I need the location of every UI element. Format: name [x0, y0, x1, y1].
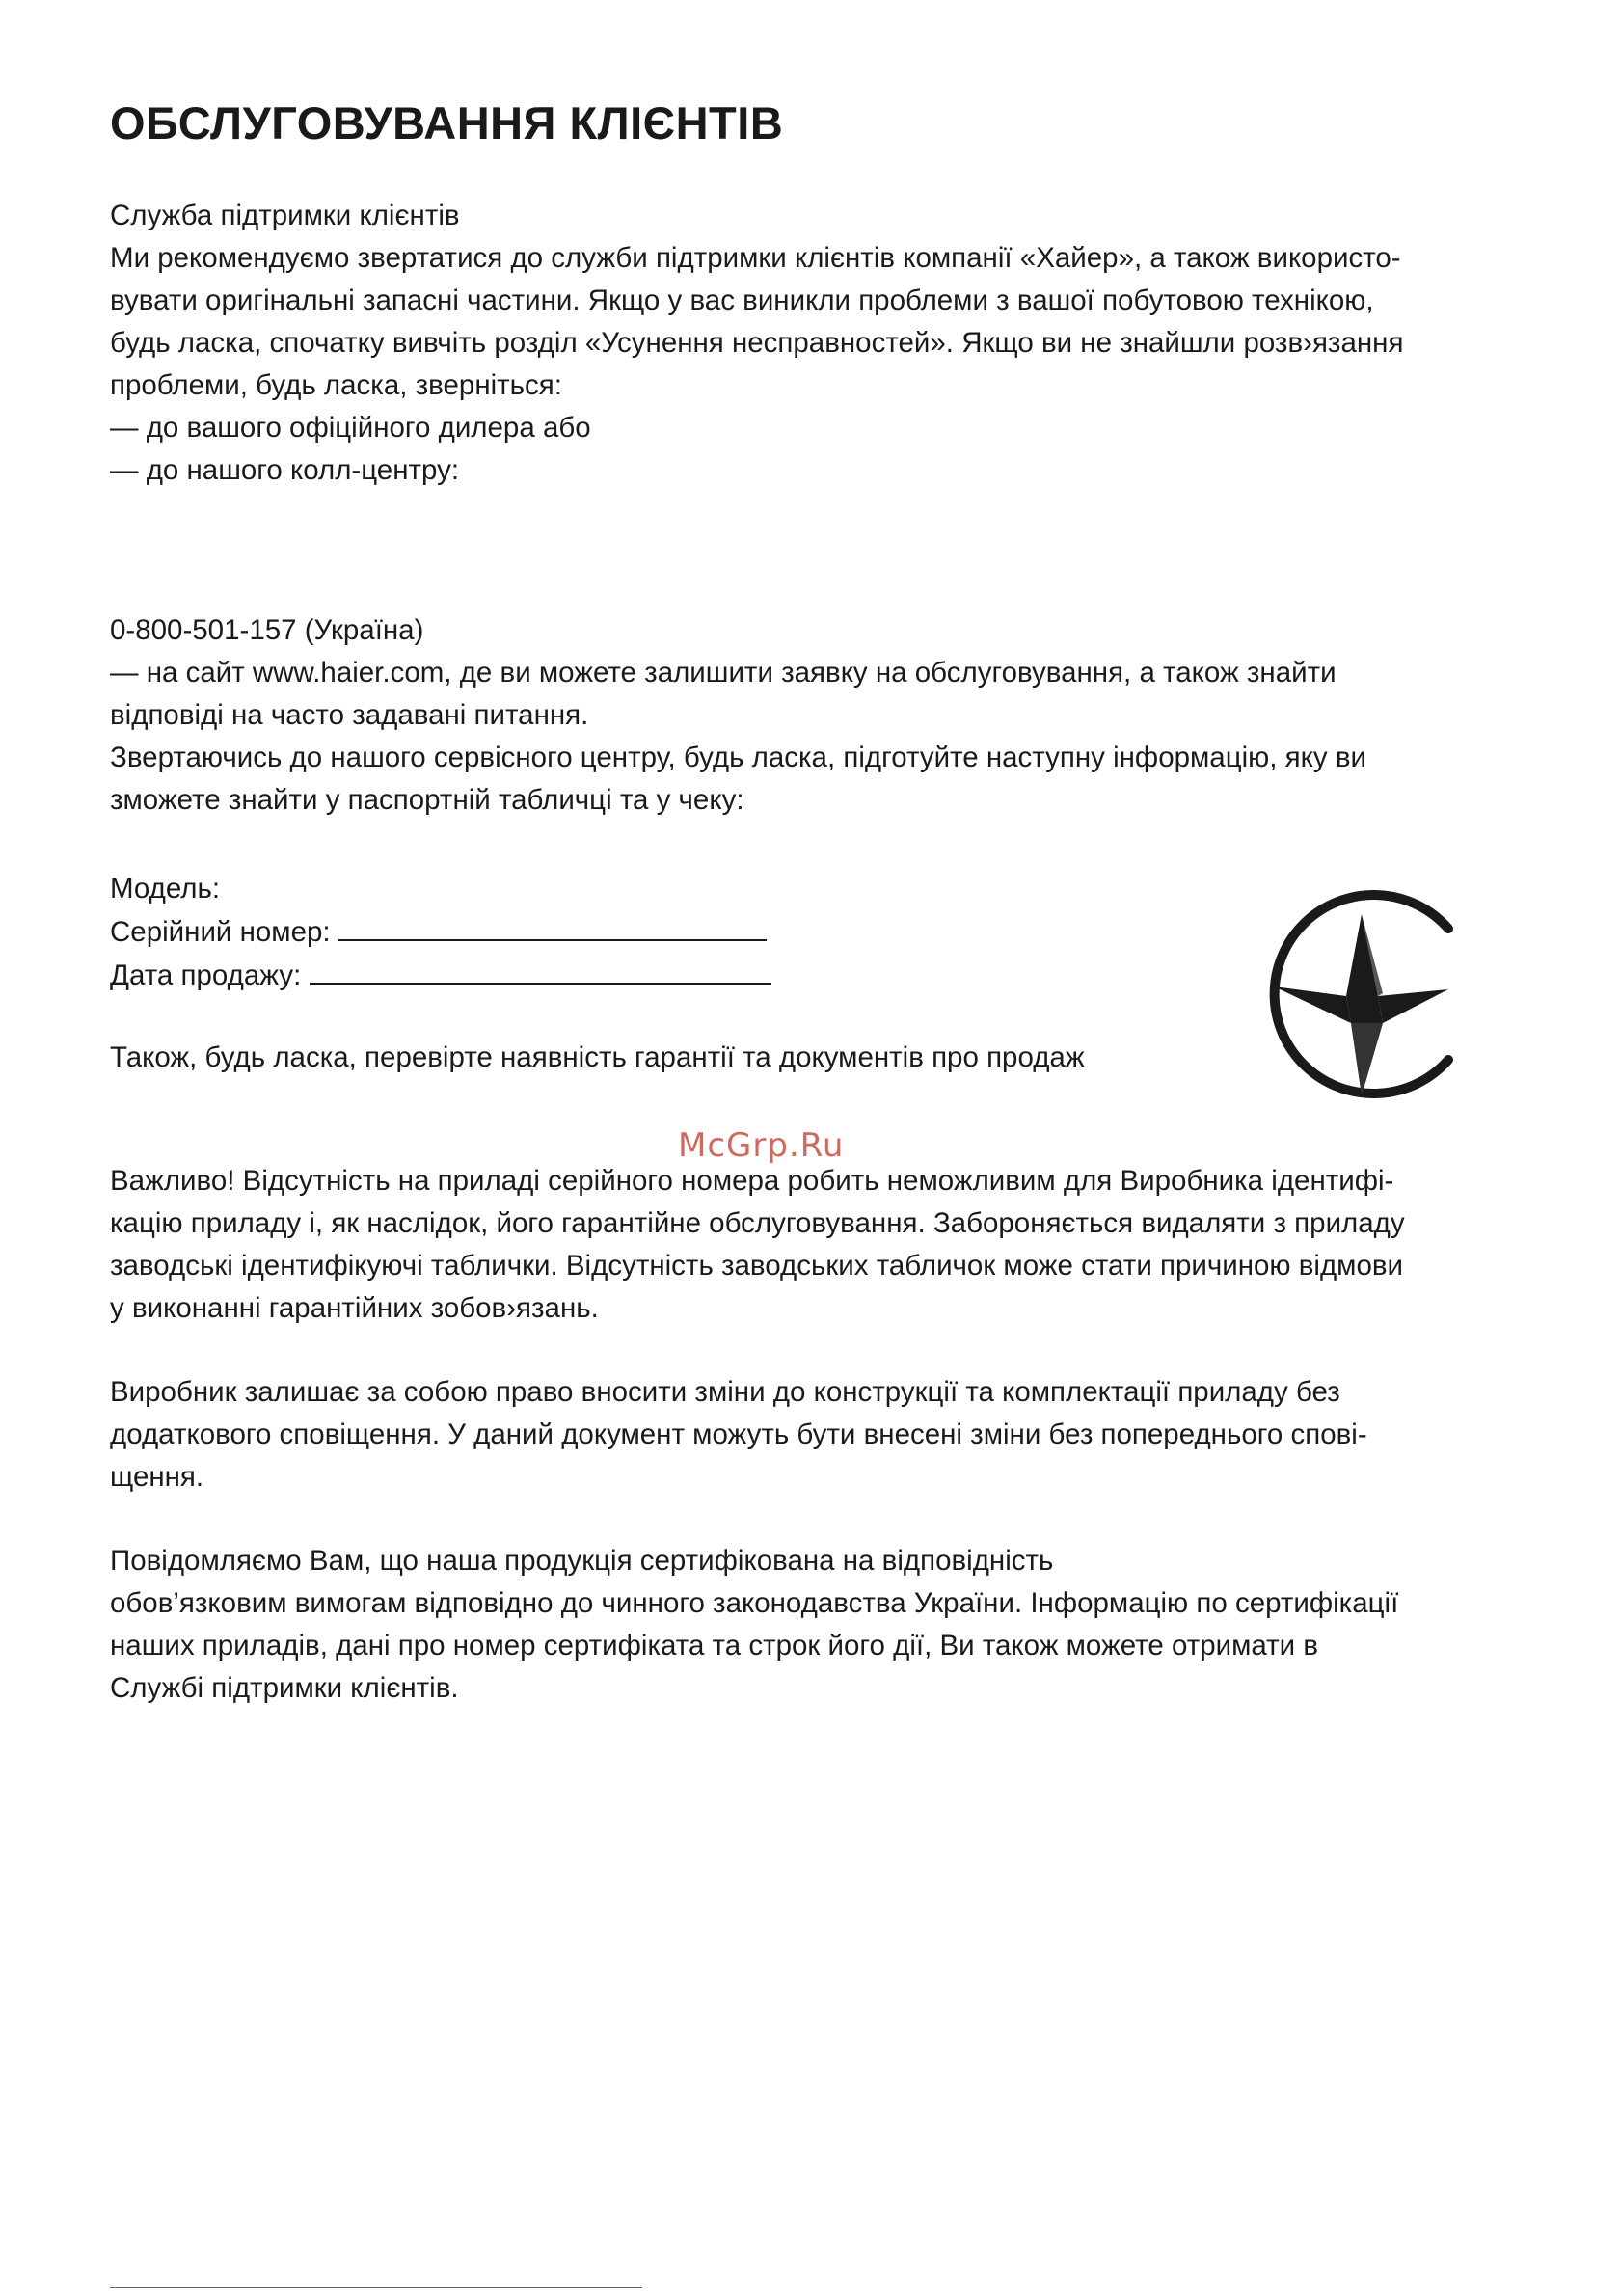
important-section — [110, 1160, 1518, 1330]
serial-label: Серійний номер: — [110, 916, 331, 948]
date-row — [110, 954, 1219, 997]
product-info-form — [110, 868, 1219, 997]
serial-number-field — [338, 910, 767, 941]
certification-line: наших приладів, дані про номер сертифіката та строк його дії, Ви також можете отримати в — [110, 1630, 1319, 1661]
certification-line: Повідомляємо Вам, що наша продукція сертифікована на відповідність — [110, 1545, 1054, 1577]
serial-row — [110, 910, 1219, 954]
important-line: заводські ідентифікуючі таблички. Відсутність заводських табличок може стати причиною відмови — [110, 1250, 1403, 1282]
ukrainian-conformity-mark-icon — [1237, 885, 1455, 1103]
date-label: Дата продажу: — [110, 959, 302, 991]
sale-date-field — [310, 954, 771, 985]
watermark-text: McGrp.Ru — [678, 1126, 845, 1165]
callcenter-line: — до нашого колл-центру: — [110, 454, 460, 486]
warranty-note: Також, будь ласка, перевірте наявність гарантії та документів про продаж — [110, 1041, 1085, 1073]
model-label: Модель: — [110, 873, 221, 905]
rights-section — [110, 1371, 1518, 1499]
warranty-note-section — [110, 1037, 1219, 1079]
important-line: кацію приладу і, як наслідок, його гарантійне обслуговування. Забороняється видаляти з приладу — [110, 1207, 1405, 1239]
phone-number: 0-800-501-157 (Україна) — [110, 614, 424, 646]
important-line: у виконанні гарантійних зобов›язань. — [110, 1292, 599, 1324]
intro-line: Ми рекомендуємо звертатися до служби підтримки клієнтів компанії «Хайер», а також використо- — [110, 242, 1401, 274]
contact-line: — на сайт www.haier.com, де ви можете залишити заявку на обслуговування, а також знайти — [110, 657, 1337, 689]
contact-line: Звертаючись до нашого сервісного центру, будь ласка, підготуйте наступну інформацію, яку ви — [110, 742, 1366, 773]
contact-line: відповіді на часто задавані питання. — [110, 699, 589, 731]
important-line: Важливо! Відсутність на приладі серійного номера робить неможливим для Виробника ідентифі- — [110, 1165, 1394, 1197]
intro-line: будь ласка, спочатку вивчіть розділ «Усунення несправностей». Якщо ви не знайшли розв›язання — [110, 327, 1404, 359]
contact-section — [110, 609, 1518, 822]
intro-section — [110, 195, 1518, 492]
footer-divider — [110, 2287, 642, 2288]
page-title: ОБСЛУГОВУВАННЯ КЛІЄНТІВ — [110, 97, 784, 149]
certification-line: обов’язковим вимогам відповідно до чинного законодавства України. Інформацію по сертифікації — [110, 1587, 1399, 1619]
rights-line: Виробник залишає за собою право вносити зміни до конструкції та комплектації приладу без — [110, 1376, 1340, 1408]
intro-heading: Служба підтримки клієнтів — [110, 200, 460, 231]
intro-line: проблеми, будь ласка, зверніться: — [110, 369, 562, 401]
dealer-line: — до вашого офіційного дилера або — [110, 412, 591, 444]
contact-line: зможете знайти у паспортній табличці та у чеку: — [110, 784, 744, 816]
rights-line: щення. — [110, 1461, 204, 1493]
certification-line: Службі підтримки клієнтів. — [110, 1672, 459, 1704]
intro-line: вувати оригінальні запасні частини. Якщо у вас виникли проблеми з вашої побутовою технікою, — [110, 284, 1374, 316]
rights-line: додаткового сповіщення. У даний документ можуть бути внесені зміни без попереднього спові- — [110, 1418, 1367, 1450]
certification-section — [110, 1540, 1518, 1710]
